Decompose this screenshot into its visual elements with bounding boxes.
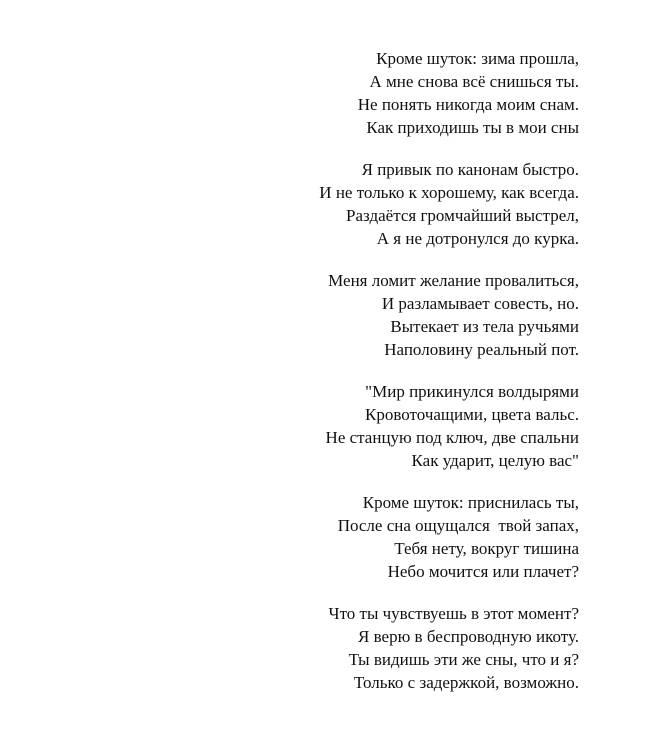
poem-line: После сна ощущался твой запах, [337,516,579,535]
stanza-4 [319,380,579,472]
poem-line: Не понять никогда моим снам. [357,95,579,114]
poem-line: Кровоточащими, цвета вальс. [365,405,579,424]
poem-line: Как ударит, целую вас" [411,451,579,470]
poem-line: Я верю в беспроводную икоту. [358,627,579,646]
poem-line: Я привык по канонам быстро. [361,160,579,179]
stanza-2 [319,158,579,250]
poem-line: "Мир прикинулся волдырями [365,382,579,401]
stanza-6 [319,602,579,694]
poem-line: Тебя нету, вокруг тишина [394,539,579,558]
poem-text [319,47,579,694]
poem-line: А я не дотронулся до курка. [376,229,579,248]
poem-line: Вытекает из тела ручьями [390,317,579,336]
poem-line: Наполовину реальный пот. [384,340,579,359]
stanza-3 [319,269,579,361]
poem-line: Небо мочится или плачет? [387,562,579,581]
poem-line: Кроме шуток: зима прошла, [376,49,579,68]
poem-line: Раздаётся громчайший выстрел, [346,206,579,225]
poem-line: Не станцую под ключ, две спальни [325,428,579,447]
poem-line: Что ты чувствуешь в этот момент? [328,604,579,623]
poem-line: Меня ломит желание провалиться, [328,271,579,290]
poem-line: Только с задержкой, возможно. [353,673,579,692]
poem-line: Кроме шуток: приснилась ты, [362,493,579,512]
poem-line: Как приходишь ты в мои сны [366,118,579,137]
poem-line: И разламывает совесть, но. [381,294,579,313]
poem-line: И не только к хорошему, как всегда. [319,183,579,202]
poem-line: А мне снова всё снишься ты. [369,72,579,91]
stanza-1 [319,47,579,139]
poem-line: Ты видишь эти же сны, что и я? [348,650,579,669]
stanza-5 [319,491,579,583]
